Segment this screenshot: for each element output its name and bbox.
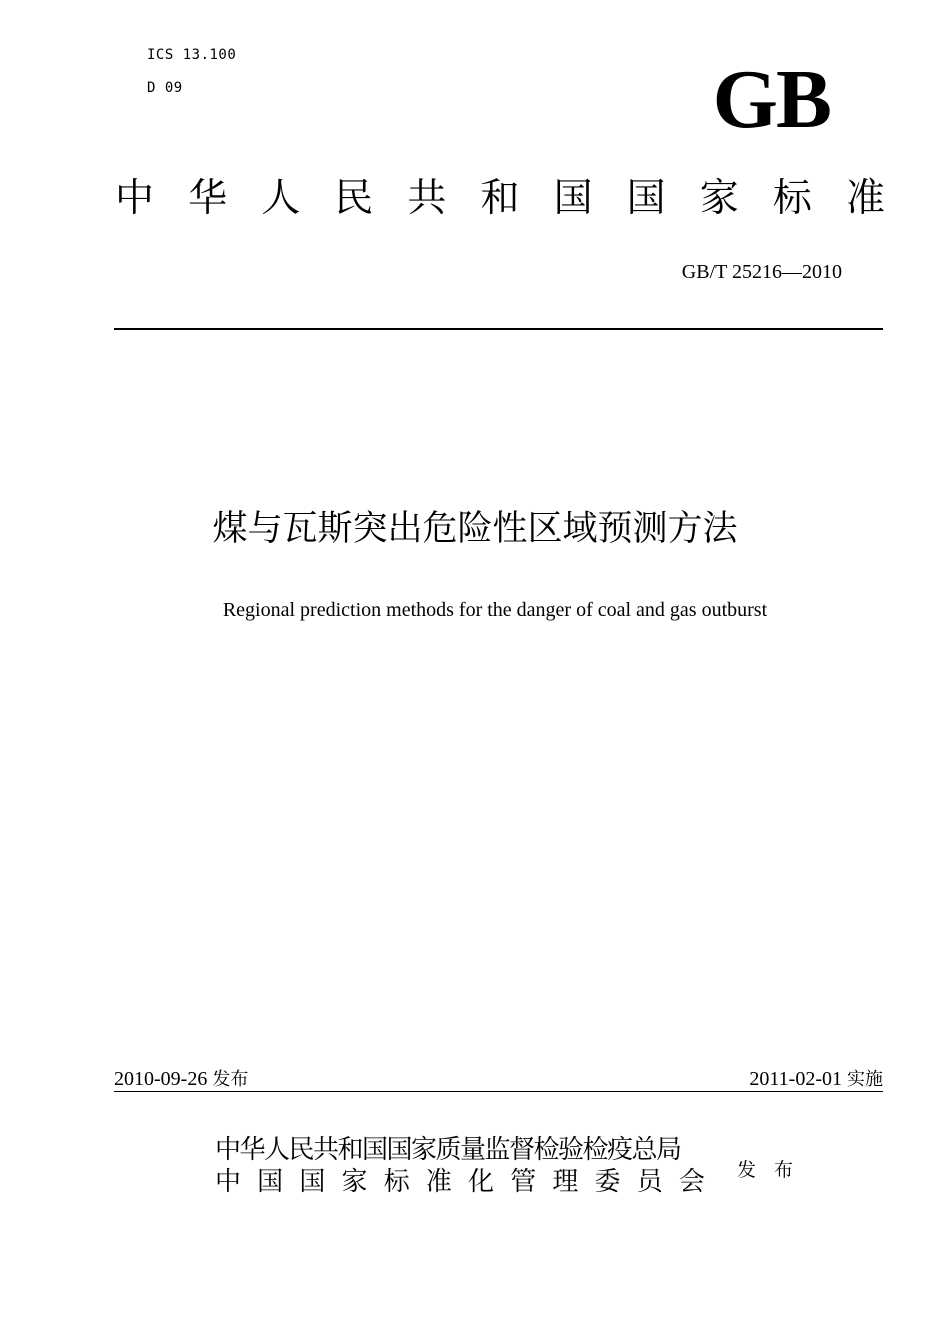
issuer-sac — [215, 1166, 705, 1198]
national-title-char: 共 — [407, 176, 447, 221]
document-title-chinese: 煤与瓦斯突出危险性区域预测方法 — [212, 509, 738, 549]
issue-date-value: 2010-09-26 — [114, 1068, 208, 1090]
national-title-char: 国 — [553, 176, 593, 221]
issuer-char: 员 — [636, 1167, 663, 1197]
issuer-char: 委 — [594, 1167, 621, 1197]
issuer-char: 国 — [299, 1167, 326, 1197]
date-row — [114, 1068, 883, 1090]
national-title-char: 标 — [772, 176, 812, 221]
issuer-char: 理 — [552, 1167, 579, 1197]
document-title-english: Regional prediction methods for the danger of coal and gas outburst — [222, 599, 768, 621]
publish-char: 布 — [773, 1159, 793, 1181]
national-title-char: 准 — [845, 176, 885, 221]
issuer-char: 会 — [678, 1167, 705, 1197]
national-title-char: 和 — [480, 176, 520, 221]
ccs-code: D 09 — [147, 80, 183, 96]
gb-logo: GB — [712, 53, 830, 146]
standard-number: GB/T 25216—2010 — [681, 261, 842, 283]
national-title-char: 华 — [188, 176, 228, 221]
national-title-char: 人 — [261, 176, 301, 221]
national-standard-title — [115, 176, 885, 222]
issuer-char: 国 — [257, 1167, 284, 1197]
publish-char: 发 — [737, 1159, 757, 1181]
issuer-char: 标 — [383, 1167, 410, 1197]
national-title-char: 家 — [699, 176, 739, 221]
issuer-char: 中 — [215, 1167, 242, 1197]
issuer-char: 化 — [468, 1167, 495, 1197]
national-title-char: 国 — [626, 176, 666, 221]
issuer-char: 管 — [510, 1167, 537, 1197]
implementation-date-label: 实施 — [847, 1069, 883, 1090]
implementation-date-value: 2011-02-01 — [749, 1068, 842, 1090]
implementation-date — [749, 1068, 883, 1091]
publish-label — [737, 1158, 793, 1182]
national-title-char: 中 — [115, 176, 155, 221]
issuer-aqsiq: 中华人民共和国国家质量监督检验检疫总局 — [215, 1135, 681, 1165]
national-title-char: 民 — [334, 176, 374, 221]
issuer-char: 准 — [425, 1167, 452, 1197]
top-divider — [114, 328, 883, 330]
issue-date — [114, 1068, 248, 1091]
ics-code: ICS 13.100 — [147, 47, 237, 63]
issuer-char: 家 — [341, 1167, 368, 1197]
bottom-divider — [114, 1091, 883, 1092]
issue-date-label: 发布 — [212, 1069, 249, 1090]
